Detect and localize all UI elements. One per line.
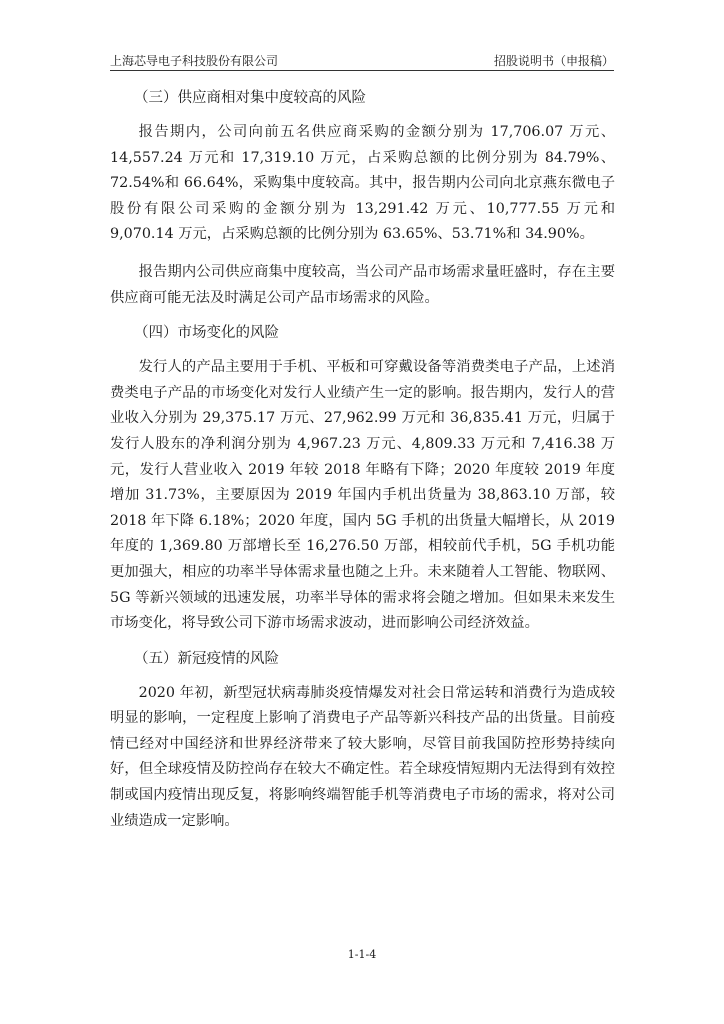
header-company-name: 上海芯导电子科技股份有限公司 [110,54,279,68]
header-document-type: 招股说明书（申报稿） [493,54,614,68]
section-heading-covid-risk: （五）新冠疫情的风险 [134,650,279,667]
page-number: 1-1-4 [347,948,377,961]
section-heading-supplier-risk: （三）供应商相对集中度较高的风险 [134,90,366,106]
paragraph-covid-impact: 2020 年初，新型冠状病毒肺炎疫情爆发对社会日常运转和消费行为造成较明显的影响，一定程度上影响了消费电子产品等新兴科技产品的出货量。目前疫情已经对中国经济和世界经济带来了较大影响，尽管目前我国防控形势持续向好，但全球疫情及防控尚存在较大不确定性。若全球疫情短期内无法得到有效控制或国内疫情出现反复，将影响终端智能手机等消费电子市场的需求，将对公司业绩造成一定影响。 [110,684,615,829]
document-body [110,88,615,846]
paragraph-market-change: 发行人的产品主要用于手机、平板和可穿戴设备等消费类电子产品，上述消费类电子产品的市场变化对发行人业绩产生一定的影响。报告期内，发行人的营业收入分别为 29,375.17 万元、27,962.99 万元和 36,835.41 万元，归属于发行人股东的净利润分别为 4,967.23 万元、4,809.33 万元和 7,416.38 万元，发行人营业收入 2019 年较 2018 年略有下降；2020 年度较 2019 年度增加 31.73%，主要原因为 2019 年国内手机出货量为 38,863.10 万部，较 2018 年下降 6.18%；2020 年度，国内 5G 手机的出货量大幅增长，从 2019 年度的 1,369.80 万部增长至 16,276.50 万部，相较前代手机，5G 手机功能更加强大，相应的功率半导体需求量也随之上升。未来随着人工智能、物联网、5G 等新兴领域的迅速发展，功率半导体的需求将会随之增加。但如果未来发生市场变化，将导致公司下游市场需求波动，进而影响公司经济效益。 [110,359,615,632]
paragraph-supplier-concentration: 报告期内，公司向前五名供应商采购的金额分别为 17,706.07 万元、14,557.24 万元和 17,319.10 万元，占采购总额的比例分别为 84.79%、72.54%和 66.64%，采购集中度较高。其中，报告期内公司向北京燕东微电子股份有限公司采购的金额分别为 13,291.42 万元、10,777.55 万元和 9,070.14 万元，占采购总额的比例分别为 63.65%、53.71%和 34.90%。 [110,124,615,243]
paragraph-supplier-risk-detail: 报告期内公司供应商集中度较高，当公司产品市场需求量旺盛时，存在主要供应商可能无法及时满足公司产品市场需求的风险。 [110,263,615,306]
section-heading-market-risk: （四）市场变化的风险 [134,325,279,342]
page-header [110,50,614,71]
